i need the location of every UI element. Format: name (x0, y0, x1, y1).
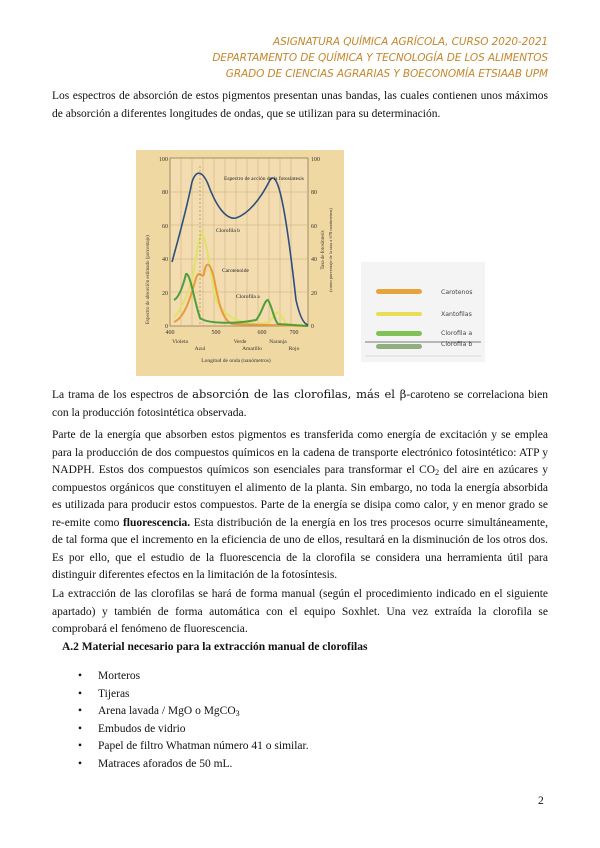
band-clorofila-b (376, 344, 422, 349)
color-label: Naranja (269, 339, 287, 345)
y-right-tick: 80 (311, 190, 317, 196)
y-left-tick: 40 (162, 257, 168, 263)
page-header (212, 34, 548, 82)
x-tick: 600 (257, 330, 267, 336)
y-right-tick: 100 (311, 157, 320, 163)
label-action-spectrum: Espectro de acción de la fotosíntesis (224, 176, 304, 182)
x-tick: 400 (165, 330, 175, 336)
chromatography-figure (361, 262, 485, 362)
header-course: ASIGNATURA QUÍMICA AGRÍCOLA, CURSO 2020-2021 (273, 36, 548, 48)
band-label: Clorofila a (441, 330, 473, 337)
co2-subscript: 2 (435, 468, 440, 477)
color-label: Verde (233, 339, 247, 345)
color-label: Violeta (172, 339, 188, 345)
y-left-tick: 100 (159, 157, 168, 163)
band-label: Carotenos (441, 289, 473, 296)
absorption-spectrum-figure (136, 150, 344, 376)
page-number: 2 (538, 795, 544, 807)
x-axis-label: Longitud de onda (nanómetros) (201, 358, 271, 364)
para1-highlight: absorción de las clorofilas, más el β (192, 387, 407, 401)
mgco3-subscript: 3 (235, 709, 240, 719)
fluorescence-term: fluorescencia. (122, 516, 191, 529)
band-label: Xantofilas (441, 311, 472, 318)
x-tick: 500 (211, 330, 221, 336)
list-item: • Embudos de vidrio (78, 721, 309, 739)
list-item: • Morteros (78, 668, 309, 686)
band-label: Clorofila b (441, 341, 473, 348)
label-carotenoid: Carotenoide (222, 268, 249, 274)
extraction-paragraph: La extracción de las clorofilas se hará de forma manual (según el procedimiento indicado en el siguiente apartado) y también de forma automática con el equipo Soxhlet. Una vez extraída la clorofila se comprobará el fenómeno de fluorescencia. (52, 588, 548, 635)
y-left-tick: 0 (165, 324, 168, 330)
y-left-tick: 60 (162, 224, 168, 230)
intro-paragraph: Los espectros de absorción de estos pigmentos presentan unas bandas, las cuales contienen unos máximos de absorción a diferentes longitudes de ondas, que se utilizan para su determinación. (52, 90, 548, 120)
header-degree: GRADO DE CIENCIAS AGRARIAS Y BOECONOMÍA ETSIAAB UPM (225, 68, 548, 80)
y-right-tick: 40 (311, 257, 317, 263)
y-right-tick: 0 (311, 324, 314, 330)
spectra-paragraph (52, 386, 548, 422)
list-item: • Tijeras (78, 686, 309, 704)
color-label: Azul (194, 346, 206, 352)
para2-part1: Parte de la energía que absorben estos pigmentos es transferida como energía de excitación y se emplea para la producción de dos compuestos químicos en la cadena de transporte electrónico fotosintético: ATP y NADPH. Estos dos compuestos químicos son esenciales para transformar el CO (52, 429, 548, 476)
y-right-axis-label: Tasa de fotosíntesis (321, 230, 326, 270)
color-label: Amarillo (242, 346, 262, 352)
label-chl-b: Clorofila b (216, 228, 240, 234)
label-chl-a: Clorofila a (236, 294, 260, 300)
y-left-tick: 80 (162, 190, 168, 196)
x-tick: 700 (289, 330, 299, 336)
header-department: DEPARTAMENTO DE QUÍMICA Y TECNOLOGÍA DE LOS ALIMENTOS (212, 52, 548, 64)
list-item-text: Arena lavada / MgO o MgCO (98, 705, 236, 718)
para2-part3: Esta distribución de la energía en los tres procesos ocurre simultáneamente, de tal forma que el incremento en la eficiencia de uno de ellos, resultará en la disminución de los otros dos. Es por ello, que el estudio de la fluorescencia de la clorofila se considera una herramienta útil para distinguir diferentes efectos en la limitación de la fotosíntesis. (52, 516, 548, 581)
band-carotenos (376, 289, 422, 294)
y-left-tick: 20 (162, 291, 168, 297)
list-item: • Matraces aforados de 50 mL. (78, 756, 309, 774)
list-item (78, 703, 309, 721)
energy-paragraph (52, 427, 548, 585)
para2-part2: del aire en azúcares y compuestos orgánicos que constituyen el alimento de la planta. Sin embargo, no toda la energía absorbida es utilizada para producir estos compuestos. Parte de la energía se disipa como calor, y en menor grado se re-emite como (52, 464, 548, 529)
y-right-tick: 20 (311, 291, 317, 297)
band-xantofilas (376, 312, 422, 316)
y-right-tick: 60 (311, 224, 317, 230)
materials-list (78, 668, 309, 774)
y-left-axis-label: Espectro de absorción estimado (porcentaje) (146, 235, 151, 324)
color-label: Rojo (288, 346, 300, 352)
para1-text-start: La trama de los espectros de (52, 389, 193, 401)
list-item: • Papel de filtro Whatman número 41 o similar. (78, 738, 309, 756)
section-heading: A.2 Material necesario para la extracción manual de clorofilas (62, 641, 368, 653)
band-clorofila-a (376, 331, 422, 336)
para1-text-end: -caroteno se correlaciona bien con la producción fotosintética observada. (52, 389, 548, 419)
y-right-axis-sublabel: (como porcentaje de la tasa a 670 nanómetros) (328, 208, 333, 292)
